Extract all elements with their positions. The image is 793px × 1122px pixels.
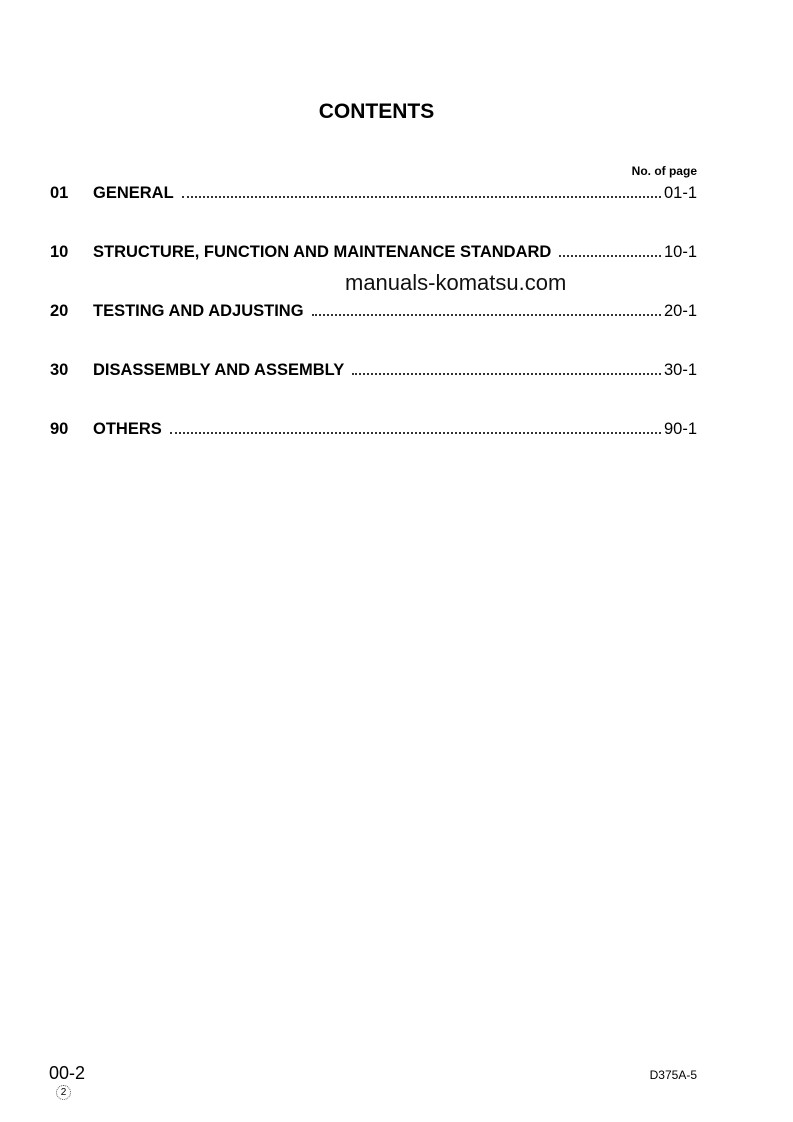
entry-label: TESTING AND ADJUSTING	[93, 302, 304, 320]
entry-page: 30-1	[663, 361, 697, 379]
entry-page: 10-1	[663, 243, 697, 261]
entry-number: 90	[50, 420, 69, 438]
entry-number: 01	[50, 184, 69, 202]
entry-label: OTHERS	[93, 420, 162, 438]
toc-entry[interactable]	[50, 417, 697, 439]
watermark: manuals-komatsu.com	[345, 270, 567, 295]
entry-number: 30	[50, 361, 69, 379]
entry-page: 20-1	[663, 302, 697, 320]
dot-leader	[182, 196, 661, 198]
entry-page: 01-1	[663, 184, 697, 202]
revision-mark: 2	[56, 1085, 71, 1100]
toc-entry[interactable]	[50, 299, 697, 321]
dot-leader	[312, 314, 661, 316]
footer-page-number: 00-2	[49, 1063, 86, 1083]
footer-model: D375A-5	[649, 1068, 697, 1082]
entry-label: STRUCTURE, FUNCTION AND MAINTENANCE STANDARD	[93, 243, 552, 261]
entry-label: GENERAL	[93, 184, 174, 202]
dot-leader	[559, 255, 661, 257]
title-text: CONTENTS	[318, 100, 435, 123]
column-header: No. of page	[631, 164, 697, 178]
dot-leader	[352, 373, 661, 375]
page-title	[0, 100, 793, 124]
toc-entry[interactable]	[50, 358, 697, 380]
toc-entry[interactable]	[50, 240, 697, 262]
entry-number: 20	[50, 302, 69, 320]
dot-leader	[170, 432, 661, 434]
toc-entry[interactable]	[50, 181, 697, 203]
entry-number: 10	[50, 243, 69, 261]
entry-page: 90-1	[663, 420, 697, 438]
entry-label: DISASSEMBLY AND ASSEMBLY	[93, 361, 345, 379]
